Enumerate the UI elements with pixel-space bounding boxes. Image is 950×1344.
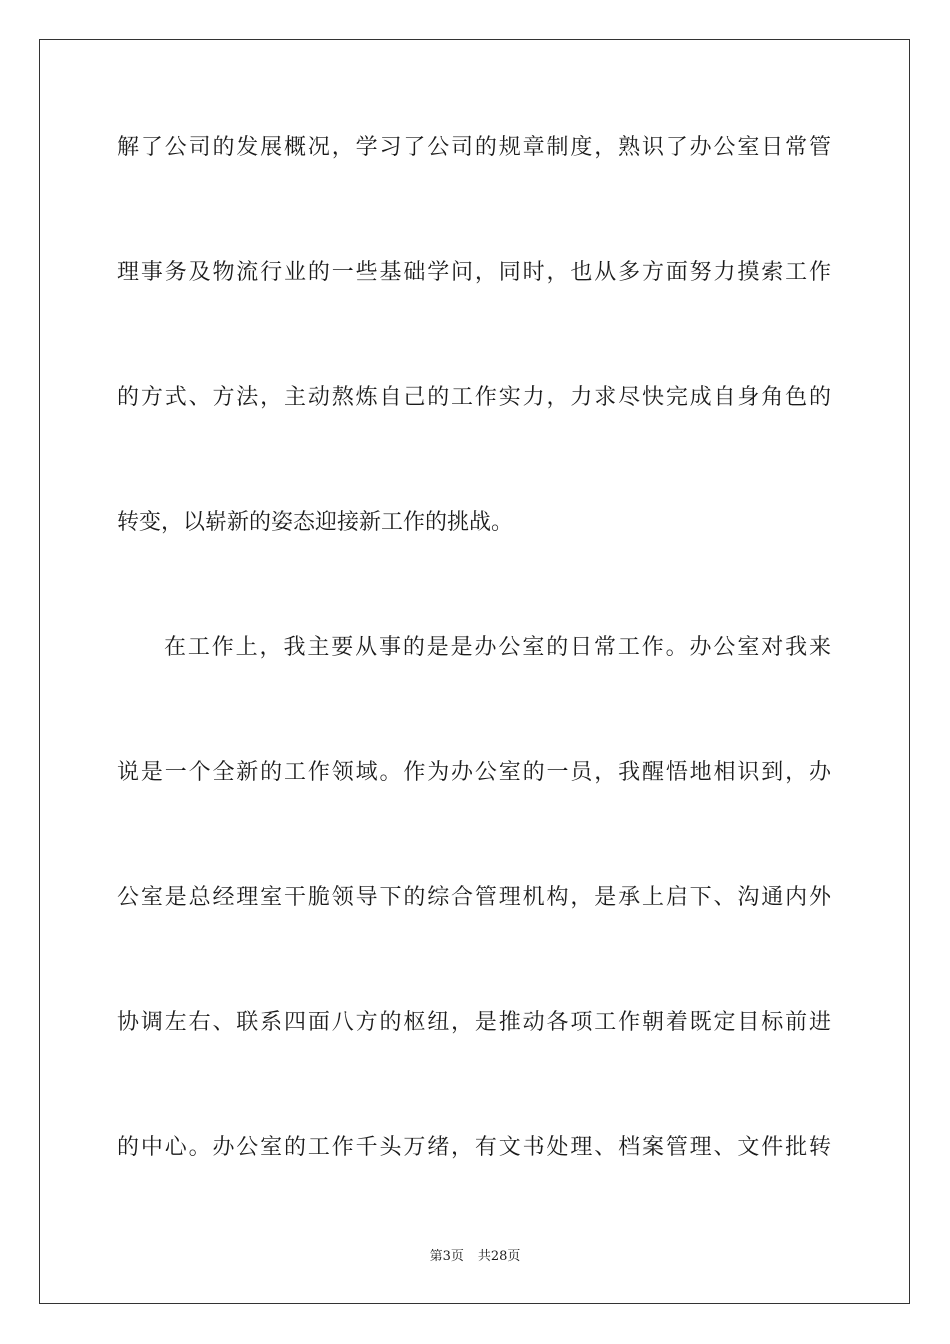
page-footer bbox=[0, 1248, 950, 1266]
body-text-line: 转变，以崭新的姿态迎接新工作的挑战。 bbox=[117, 510, 514, 535]
body-text-line: 理事务及物流行业的一些基础学问，同时，也从多方面努力摸索工作 bbox=[117, 260, 831, 285]
body-text-line: 公室是总经理室干脆领导下的综合管理机构，是承上启下、沟通内外 bbox=[117, 885, 831, 910]
body-text-line: 的方式、方法，主动熬炼自己的工作实力，力求尽快完成自身角色的 bbox=[117, 385, 831, 410]
body-text-line: 的中心。办公室的工作千头万绪，有文书处理、档案管理、文件批转 bbox=[117, 1135, 831, 1160]
page-border bbox=[39, 39, 910, 1304]
paragraph-first-line: 在工作上，我主要从事的是是办公室的日常工作。办公室对我来 bbox=[164, 635, 831, 660]
body-text-line: 说是一个全新的工作领域。作为办公室的一员，我醒悟地相识到，办 bbox=[117, 760, 831, 785]
body-text-line: 协调左右、联系四面八方的枢纽，是推动各项工作朝着既定目标前进 bbox=[117, 1010, 831, 1035]
body-text-line: 解了公司的发展概况，学习了公司的规章制度，熟识了办公室日常管 bbox=[117, 135, 831, 160]
page-total: 共28页 bbox=[477, 1249, 521, 1264]
page-number: 第3页 bbox=[429, 1249, 464, 1264]
